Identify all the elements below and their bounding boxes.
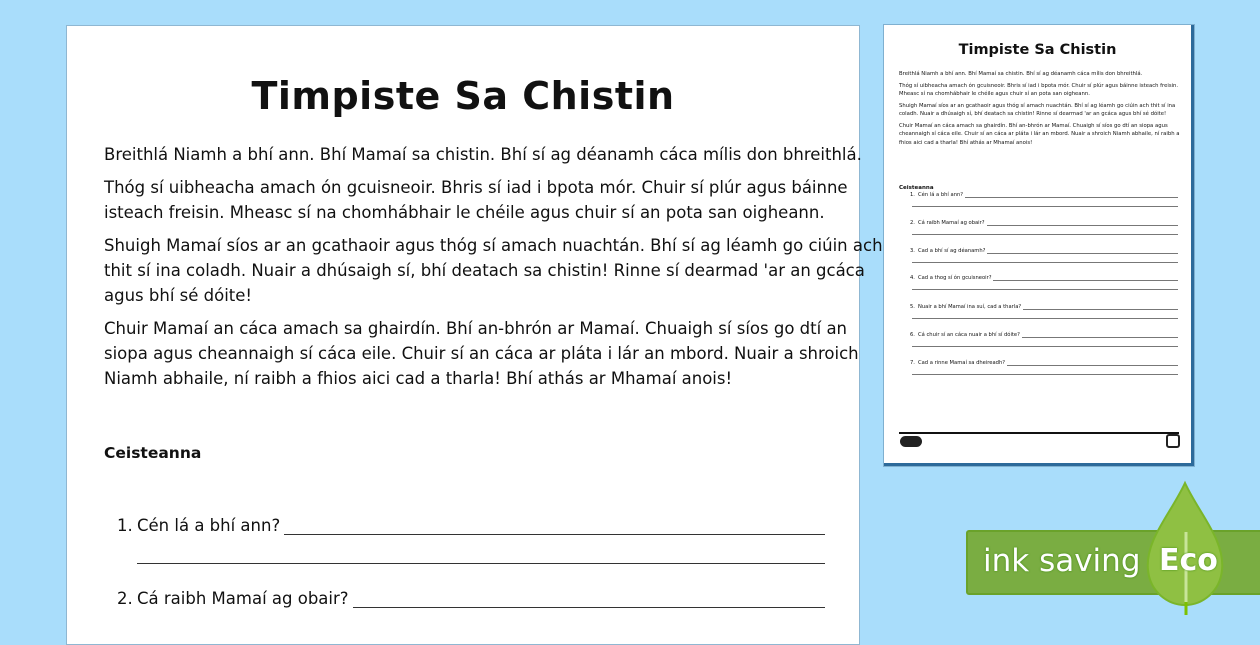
thumbnail-story-text: [899, 70, 1184, 150]
line: Shuigh Mamaí síos ar an gcathaoir agus thóg sí amach nuachtán. Bhí sí ag léamh go ciúin ach: [104, 236, 883, 255]
question-2: [117, 589, 825, 608]
question-number: 1.: [117, 516, 133, 535]
paragraph: [104, 175, 848, 225]
answer-line: [284, 521, 825, 535]
line: Niamh abhaile, ní raibh a fhios aici cad a tharla! Bhí athás ar Mhamaí anois!: [899, 131, 1180, 146]
question-number: 5.: [910, 304, 915, 310]
line: thit sí ina coladh. Nuair a dhúsaigh sí, bhí deatach sa chistin! Rinne sí dearmad 'ar an gcáca: [104, 261, 865, 280]
question-text: Cén lá a bhí ann?: [918, 192, 964, 198]
worksheet-page-preview: [66, 25, 883, 645]
line: siopa agus cheannaigh sí cáca eile. Chuir sí an cáca ar pláta i lár an mbord. Nuair a shroich: [899, 122, 1168, 137]
question-text: Cá raibh Mamaí ag obair?: [137, 589, 349, 608]
paragraph: [899, 122, 1184, 148]
question-number: 6.: [910, 332, 915, 338]
story-text: [104, 142, 883, 399]
line: agus bhí sé dóite!: [104, 286, 253, 305]
answer-line: [912, 346, 1178, 347]
thumbnail-question-3: [910, 248, 1178, 254]
question-1: [117, 516, 825, 535]
answer-line: [993, 276, 1178, 281]
answer-line: [912, 206, 1178, 207]
line: Thóg sí uibheacha amach ón gcuisneoir. Bhris sí iad i bpota mór. Chuir sí plúr agus báinne: [104, 178, 848, 197]
thumbnail-question-5: [910, 304, 1178, 310]
eco-label: Eco: [1159, 543, 1218, 578]
page-title: Timpiste Sa Chistin: [251, 74, 675, 118]
answer-line: [1007, 361, 1178, 366]
question-text: Cá raibh Mamaí ag obair?: [918, 220, 985, 226]
line: Shuigh Mamaí síos ar an gcathaoir agus thóg sí amach nuachtán. Bhí sí ag léamh go ciúin ach: [899, 102, 1149, 109]
question-number: 1.: [910, 192, 915, 198]
question-number: 2.: [910, 220, 915, 226]
question-text: Cad a bhí sí ag déanamh?: [918, 248, 986, 254]
thumbnail-question-6: [910, 332, 1178, 338]
line: agus bhí sé dóite!: [1118, 111, 1167, 117]
paragraph: [899, 82, 1184, 99]
paragraph: [899, 102, 1184, 119]
paragraph: [104, 316, 859, 391]
thumbnail-question-7: [910, 360, 1178, 366]
questions-heading: Ceisteanna: [104, 444, 202, 462]
line: isteach freisin. Mheasc sí na chomhábhair le chéile agus chuir sí an pota san oigheann.: [899, 82, 1179, 97]
answer-line: [987, 249, 1178, 254]
answer-line: [912, 234, 1178, 235]
line: siopa agus cheannaigh sí cáca eile. Chuir sí an cáca ar pláta i lár an mbord. Nuair a shroich: [104, 344, 859, 363]
eco-stamp-icon: [1166, 434, 1180, 448]
question-number: 4.: [910, 275, 915, 281]
thumbnail-title: Timpiste Sa Chistin: [958, 42, 1117, 58]
question-text: Nuair a bhí Mamaí ina suí, cad a tharla?: [918, 304, 1022, 310]
line: Breithlá Niamh a bhí ann. Bhí Mamaí sa chistin. Bhí sí ag déanamh cáca mílis don bhreithlá.: [104, 145, 862, 164]
line: thit sí ina coladh. Nuair a dhúsaigh sí, bhí deatach sa chistin! Rinne sí dearmad 'ar an gcáca: [899, 102, 1176, 117]
answer-line: [912, 289, 1178, 290]
ink-saving-label: ink saving: [983, 543, 1141, 579]
paragraph: [104, 142, 862, 167]
answer-line: [912, 262, 1178, 263]
thumbnail-question-4: [910, 275, 1178, 281]
question-number: 2.: [117, 589, 133, 608]
line: Chuir Mamaí an cáca amach sa ghairdín. Bhí an-bhrón ar Mamaí. Chuaigh sí síos go dtí an: [899, 122, 1138, 129]
answer-line: [1023, 305, 1178, 310]
answer-line: [912, 374, 1178, 375]
answer-line: [353, 594, 825, 608]
question-text: Cén lá a bhí ann?: [137, 516, 281, 535]
thumbnail-question-1: [910, 192, 1178, 198]
thumbnail-questions-heading: Ceisteanna: [899, 185, 934, 191]
line: Breithlá Niamh a bhí ann. Bhí Mamaí sa chistin. Bhí sí ag déanamh cáca mílis don bhreithlá.: [899, 71, 1143, 77]
answer-line: [137, 563, 825, 564]
footer-rule: [899, 432, 1179, 434]
line: Thóg sí uibheacha amach ón gcuisneoir. Bhris sí iad i bpota mór. Chuir sí plúr agus báinne: [899, 82, 1138, 89]
line: Niamh abhaile, ní raibh a fhios aici cad a tharla! Bhí athás ar Mhamaí anois!: [104, 369, 733, 388]
answer-line: [1022, 333, 1178, 338]
line: Chuir Mamaí an cáca amach sa ghairdín. Bhí an-bhrón ar Mamaí. Chuaigh sí síos go dtí an: [104, 319, 848, 338]
paragraph: [899, 70, 1184, 79]
question-text: Cad a rinne Mamaí sa dheireadh?: [918, 360, 1006, 366]
answer-line: [965, 193, 1178, 198]
thumbnail-question-2: [910, 220, 1178, 226]
question-text: Cad a thog sí ón gcuisneoir?: [918, 275, 992, 281]
answer-line: [987, 221, 1178, 226]
question-number: 3.: [910, 248, 915, 254]
question-number: 7.: [910, 360, 915, 366]
answer-line: [912, 318, 1178, 319]
twinkl-logo: [900, 436, 922, 447]
worksheet-thumbnail[interactable]: [884, 25, 1194, 466]
line: isteach freisin. Mheasc sí na chomhábhair le chéile agus chuir sí an pota san oigheann.: [104, 203, 825, 222]
paragraph: [104, 233, 883, 308]
question-text: Cá chuir sí an cáca nuair a bhí sí dóite?: [918, 332, 1020, 338]
